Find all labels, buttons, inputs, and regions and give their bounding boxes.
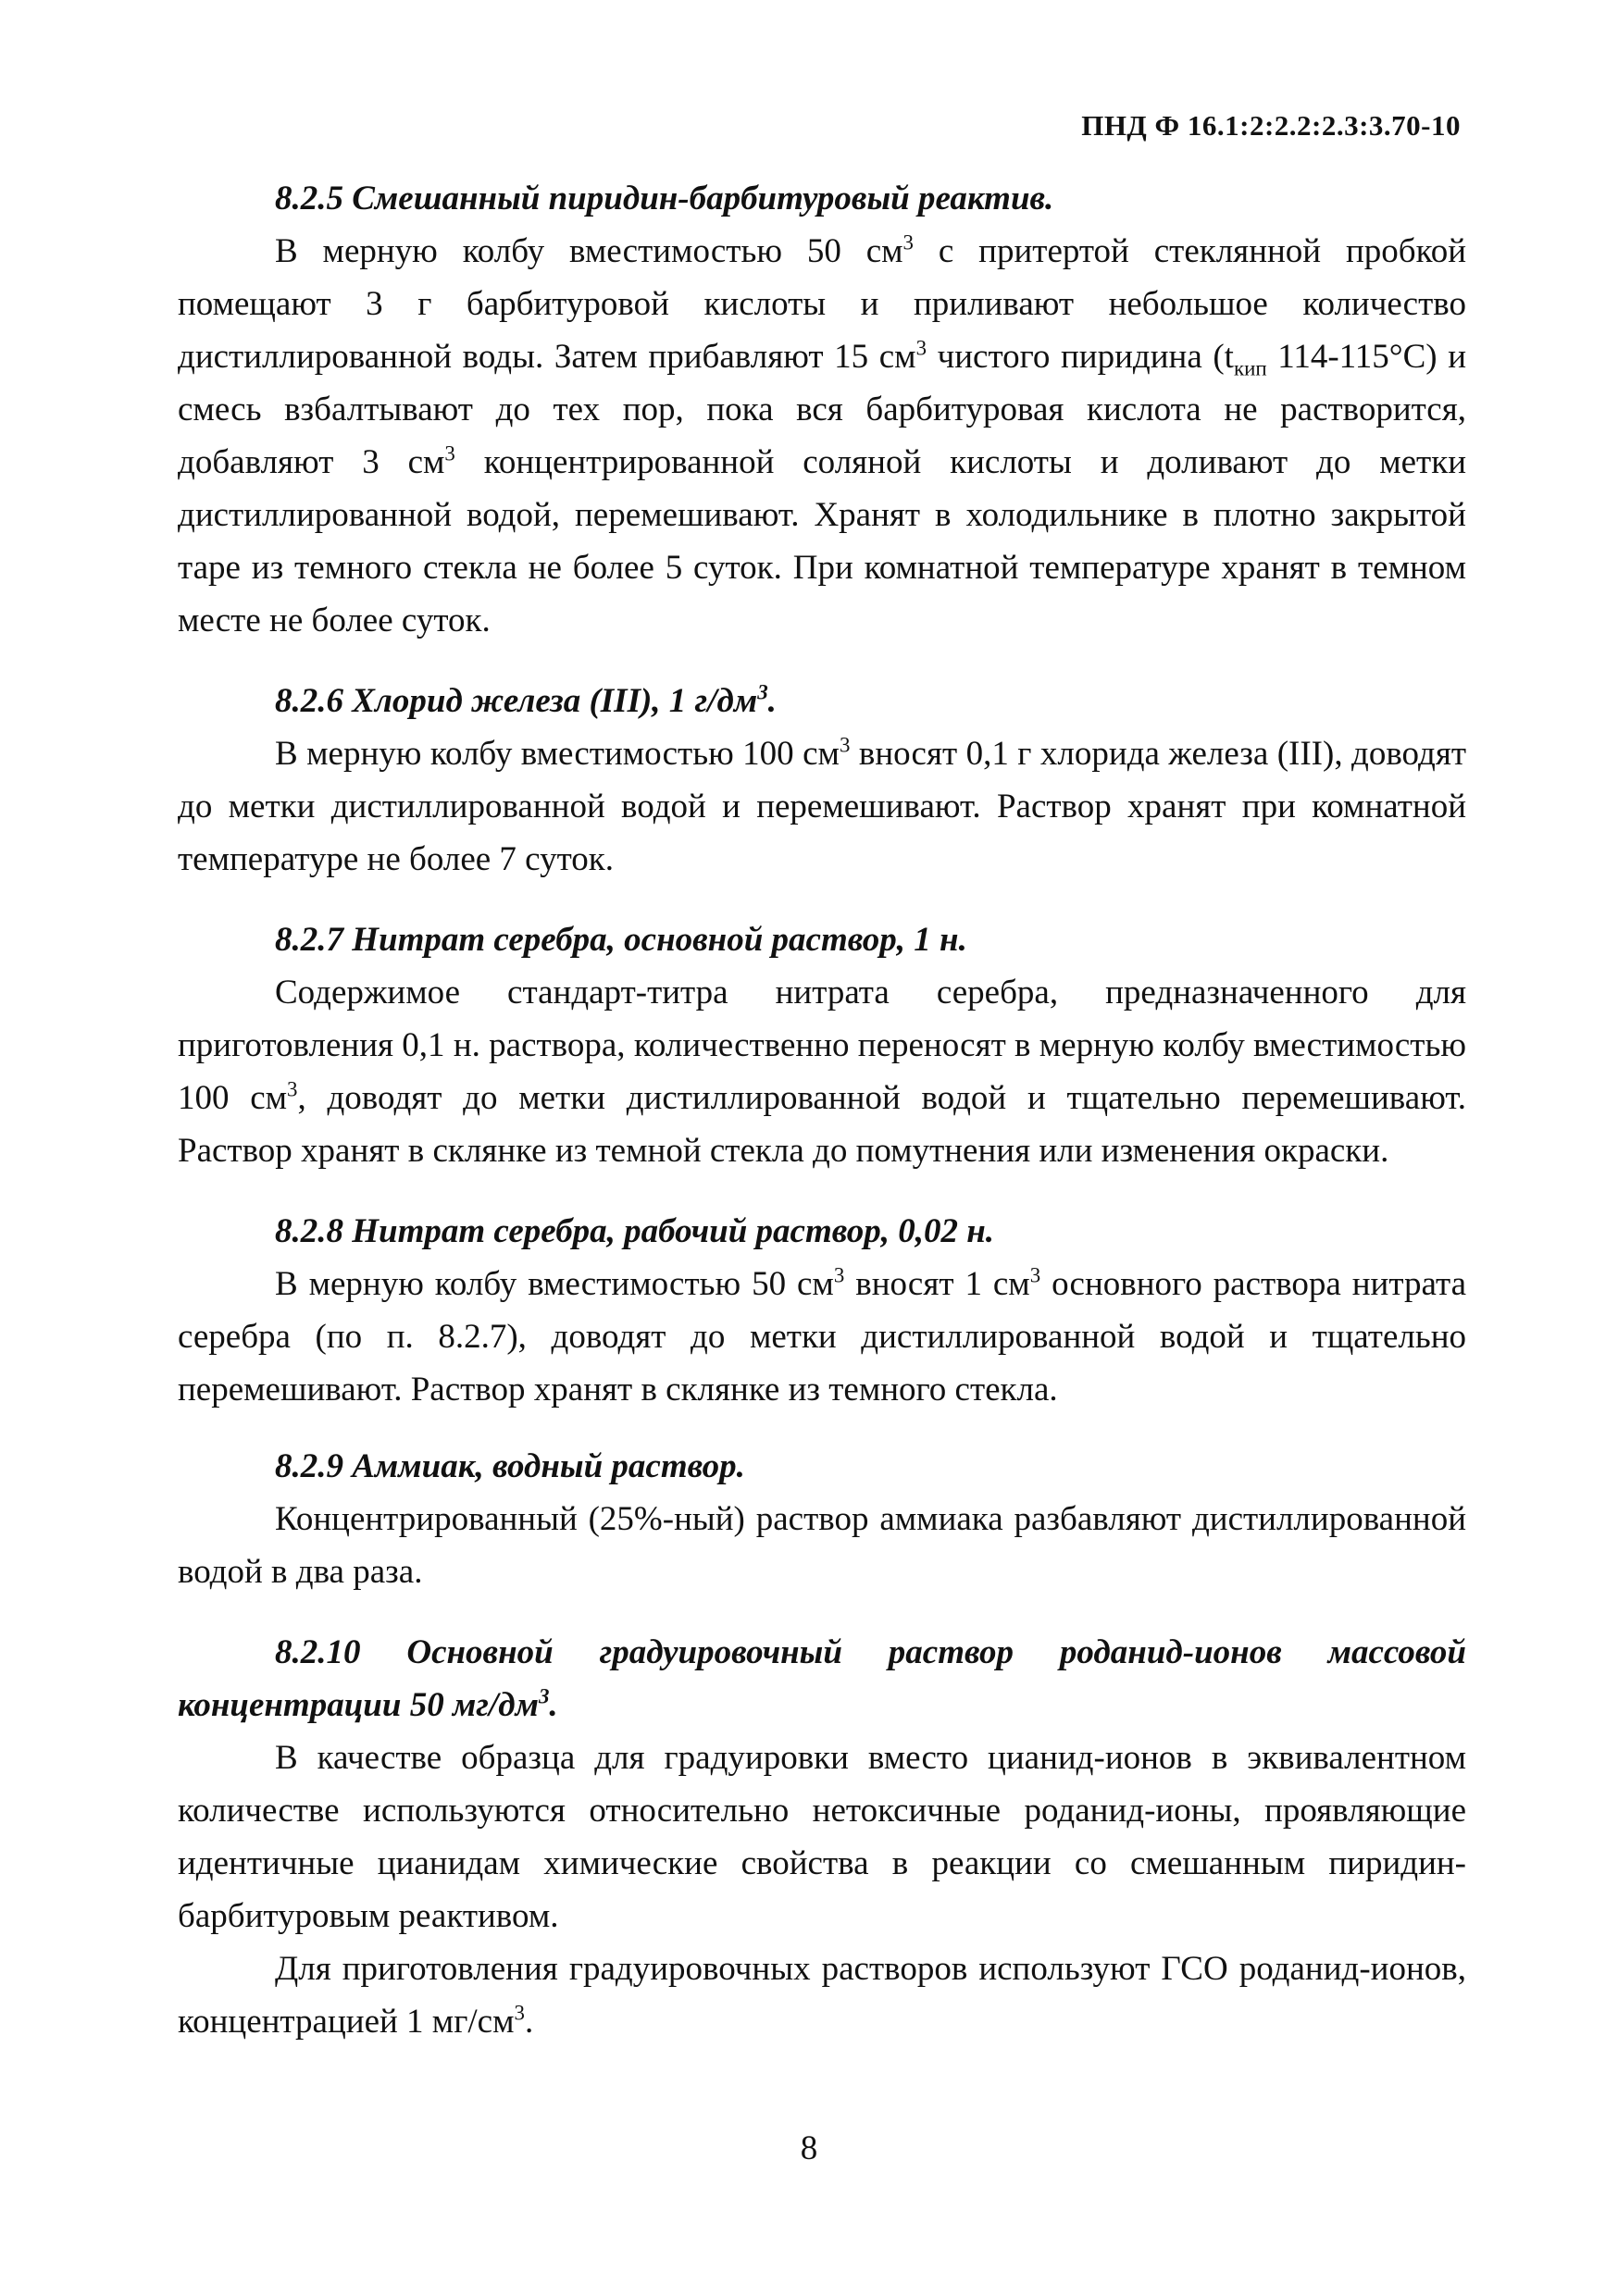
text-run: , доводят до метки дистиллированной водой и тщательно перемешивают. Раствор хранят в склянке из темной стекла до помутнения или изменения окраски.: [178, 1079, 1466, 1170]
text-run: .: [524, 2003, 534, 2041]
text-run: .: [767, 682, 777, 720]
section-title: 8.2.7 Нитрат серебра, основной раствор, 1 н.: [275, 921, 967, 959]
section-title: [178, 675, 1466, 727]
text-run: 8.2.6 Хлорид железа (III), 1 г/дм: [275, 682, 758, 720]
superscript: 3: [902, 230, 915, 254]
document-code: ПНД Ф 16.1:2:2.2:2.3:3.70-10: [1081, 109, 1461, 142]
superscript: 3: [757, 680, 768, 704]
superscript: 3: [514, 2001, 525, 2025]
text-run: чистого пиридина (t: [927, 338, 1234, 376]
paragraph: [178, 727, 1466, 886]
document-body: [178, 172, 1466, 2048]
section-title: [178, 1626, 1466, 1731]
paragraph: [178, 966, 1466, 1177]
paragraph: [178, 1942, 1466, 2048]
text-run: .: [549, 1686, 558, 1724]
subscript: кип: [1233, 356, 1267, 380]
section-8-2-7: [178, 913, 1466, 1177]
section-title: 8.2.9 Аммиак, водный раствор.: [275, 1447, 745, 1485]
text-run: с притертой стеклянной пробкой помещают 3 г барбитуровой кислоты и приливают небольшое количество дистиллированной воды. Затем прибавляют 15 см: [178, 232, 1466, 376]
paragraph: [178, 225, 1466, 647]
text-run: В мерную колбу вместимостью 100 см: [275, 735, 840, 773]
text-run: концентрированной соляной кислоты и доливают до метки дистиллированной водой, перемешивают. Хранят в холодильнике в плотно закрытой таре из темного стекла не более 5 суток. При комнатной температуре хранят в темном месте не более суток.: [178, 443, 1466, 639]
text-run: 114-115°С) и смесь взбалтывают до тех пор, пока вся барбитуровая кислота не растворится, добавляют 3 см: [178, 338, 1466, 481]
superscript: 3: [839, 733, 851, 757]
page-number: 8: [800, 2129, 818, 2167]
text-run: В мерную колбу вместимостью 50 см: [275, 232, 903, 270]
superscript: 3: [833, 1263, 845, 1287]
superscript: 3: [915, 336, 927, 360]
text-run: Для приготовления градуировочных растворов используют ГСО роданид-ионов, концентрацией 1 мг/см: [178, 1950, 1466, 2041]
text-run: вносят 0,1 г хлорида железа (III), доводят до метки дистиллированной водой и перемешивают. Раствор хранят при комнатной температуре не более 7 суток.: [178, 735, 1467, 878]
section-title: 8.2.5 Смешанный пиридин-барбитуровый реактив.: [275, 180, 1054, 217]
section-title: 8.2.8 Нитрат серебра, рабочий раствор, 0,02 н.: [275, 1212, 995, 1250]
superscript: 3: [444, 441, 455, 465]
superscript: 3: [1029, 1263, 1041, 1287]
paragraph: [178, 1258, 1466, 1416]
section-8-2-8: [178, 1205, 1466, 1416]
section-8-2-9: [178, 1440, 1466, 1598]
text-run: Содержимое стандарт-титра нитрата серебра, предназначенного для приготовления 0,1 н. раствора, количественно переносят в мерную колбу вместимостью 100 см: [178, 974, 1466, 1117]
superscript: 3: [287, 1077, 298, 1101]
text-run: вносят 1 см: [844, 1265, 1030, 1303]
section-8-2-5: [178, 172, 1466, 647]
text-run: основного раствора нитрата серебра (по п. 8.2.7), доводят до метки дистиллированной водой и тщательно перемешивают. Раствор хранят в склянке из темного стекла.: [178, 1265, 1466, 1409]
text-run: В мерную колбу вместимостью 50 см: [275, 1265, 834, 1303]
superscript: 3: [538, 1684, 550, 1708]
paragraph: Концентрированный (25%-ный) раствор аммиака разбавляют дистиллированной водой в два раза.: [178, 1500, 1466, 1591]
paragraph: В качестве образца для градуировки вместо цианид-ионов в эквивалентном количестве используются относительно нетоксичные роданид-ионы, проявляющие идентичные цианидам химические свойства в реакции со смешанным пиридин-барбитуровым реактивом.: [178, 1739, 1466, 1935]
section-8-2-6: [178, 675, 1466, 886]
text-run: 8.2.10 Основной градуировочный раствор роданид-ионов массовой концентрации 50 мг/дм: [178, 1633, 1466, 1724]
section-8-2-10: [178, 1626, 1466, 2048]
